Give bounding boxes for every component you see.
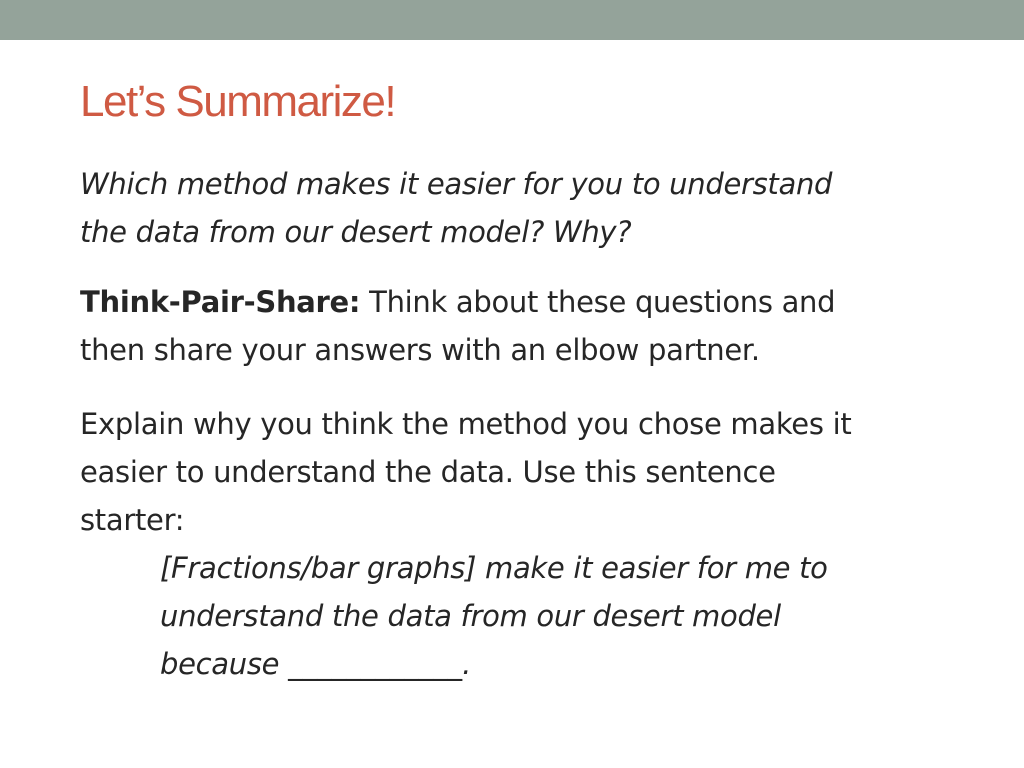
explain-line-1: Explain why you think the method you chose makes it bbox=[80, 407, 852, 441]
slide-body bbox=[80, 160, 980, 688]
explain-line-3: starter: bbox=[80, 503, 185, 537]
starter-line-1: [Fractions/bar graphs] make it easier for me to bbox=[160, 551, 828, 585]
think-line-1: Think about these questions and bbox=[360, 285, 836, 319]
think-pair-share-label: Think-Pair-Share: bbox=[80, 285, 361, 319]
explain-line-2: easier to understand the data. Use this sentence bbox=[80, 455, 776, 489]
top-accent-bar bbox=[0, 0, 1024, 40]
think-line-2: then share your answers with an elbow partner. bbox=[80, 333, 760, 367]
question-line-2: the data from our desert model? Why? bbox=[80, 215, 632, 249]
sentence-starter bbox=[160, 544, 960, 688]
starter-line-2: understand the data from our desert model bbox=[160, 599, 781, 633]
starter-line-3-prefix: because bbox=[160, 647, 289, 681]
fill-in-blank: ____________ bbox=[288, 647, 463, 681]
think-pair-share-text bbox=[80, 278, 980, 374]
explain-text bbox=[80, 400, 980, 544]
slide-title: Let’s Summarize! bbox=[80, 77, 396, 126]
question-line-1: Which method makes it easier for you to understand bbox=[80, 167, 833, 201]
question-text bbox=[80, 160, 980, 256]
starter-period: . bbox=[462, 647, 472, 681]
